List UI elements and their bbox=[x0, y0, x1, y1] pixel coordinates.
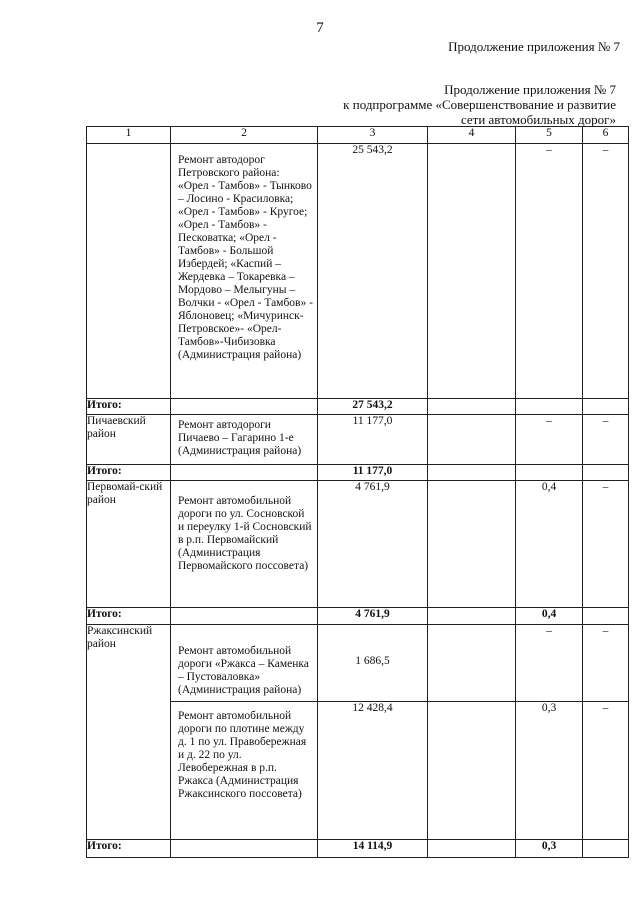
sum-cell: 4 761,9 bbox=[318, 481, 428, 608]
continuation-line-2: к подпрограмме «Совершенствование и развитие bbox=[343, 97, 616, 112]
continuation-line-3: сети автомобильных дорог» bbox=[460, 112, 616, 127]
total-col4 bbox=[428, 399, 516, 415]
header-col-3: 3 bbox=[318, 127, 428, 144]
total-col6 bbox=[583, 840, 629, 858]
total-col5: 0,4 bbox=[516, 608, 583, 625]
program-table bbox=[86, 126, 629, 858]
header-col-1: 1 bbox=[87, 127, 171, 144]
col6-cell: – bbox=[583, 481, 629, 608]
col4-cell bbox=[428, 702, 516, 840]
total-sum: 4 761,9 bbox=[318, 608, 428, 625]
total-col5: 0,3 bbox=[516, 840, 583, 858]
total-row-petrovsky bbox=[87, 399, 629, 415]
header-col-6: 6 bbox=[583, 127, 629, 144]
continuation-header: Продолжение приложения № 7 bbox=[448, 39, 620, 54]
total-col4 bbox=[428, 608, 516, 625]
description-text: Ремонт автомобильной дороги по ул. Сосновской и переулку 1-й Сосновский в р.п. Первомайский (Администрация Первомайского поссовета) bbox=[178, 495, 312, 572]
description-text: Ремонт автодороги Пичаево – Гагарино 1-е (Администрация района) bbox=[178, 419, 302, 457]
sum-cell: 25 543,2 bbox=[318, 144, 428, 399]
col4-cell bbox=[428, 144, 516, 399]
description-cell bbox=[171, 702, 318, 840]
total-sum: 27 543,2 bbox=[318, 399, 428, 415]
description-cell bbox=[171, 481, 318, 608]
total-label: Итого: bbox=[87, 840, 171, 858]
table-row-pichaevsky bbox=[87, 415, 629, 465]
description-cell bbox=[171, 625, 318, 702]
total-col5 bbox=[516, 465, 583, 481]
total-col6 bbox=[583, 465, 629, 481]
total-row-pervomaisky bbox=[87, 608, 629, 625]
col5-cell: – bbox=[516, 144, 583, 399]
col6-cell: – bbox=[583, 144, 629, 399]
col4-cell bbox=[428, 415, 516, 465]
table-row-rzhaksinsky-1 bbox=[87, 625, 629, 702]
region-cell: Первомай-ский район bbox=[87, 481, 171, 608]
total-sum: 11 177,0 bbox=[318, 465, 428, 481]
sum-cell: 11 177,0 bbox=[318, 415, 428, 465]
continuation-block bbox=[343, 82, 616, 127]
total-col6 bbox=[583, 399, 629, 415]
sum-cell: 1 686,5 bbox=[318, 625, 428, 702]
page-number: 7 bbox=[316, 20, 324, 36]
header-col-5: 5 bbox=[516, 127, 583, 144]
col4-cell bbox=[428, 481, 516, 608]
total-col6 bbox=[583, 608, 629, 625]
col6-cell: – bbox=[583, 625, 629, 702]
total-label: Итого: bbox=[87, 608, 171, 625]
description-text: Ремонт автомобильной дороги «Ржакса – Каменка – Пустоваловка» (Администрация района) bbox=[178, 645, 309, 696]
table-row-petrovsky bbox=[87, 144, 629, 399]
table-row-pervomaisky bbox=[87, 481, 629, 608]
total-col2 bbox=[171, 608, 318, 625]
total-row-pichaevsky bbox=[87, 465, 629, 481]
col4-cell bbox=[428, 625, 516, 702]
col5-cell: – bbox=[516, 625, 583, 702]
header-col-2: 2 bbox=[171, 127, 318, 144]
total-col2 bbox=[171, 399, 318, 415]
description-cell bbox=[171, 415, 318, 465]
col6-cell: – bbox=[583, 702, 629, 840]
header-col-4: 4 bbox=[428, 127, 516, 144]
total-col2 bbox=[171, 840, 318, 858]
total-label: Итого: bbox=[87, 465, 171, 481]
region-cell: Пичаевский район bbox=[87, 415, 171, 465]
total-col4 bbox=[428, 465, 516, 481]
description-text: Ремонт автомобильной дороги по плотине между д. 1 по ул. Правобережная и д. 22 по ул. Левобережная в р.п. Ржакса (Администрация Ржаксинского поссовета) bbox=[178, 710, 307, 800]
continuation-line-1: Продолжение приложения № 7 bbox=[444, 82, 616, 97]
total-col4 bbox=[428, 840, 516, 858]
description-text: Ремонт автодорог Петровского района: «Орел - Тамбов» - Тынково – Лосино - Красиловка; «Орел - Тамбов» - Кругое; «Орел - Тамбов» - Песковатка; «Орел - Тамбов» - Большой Избердей; «Каспий – Жердевка – Токаревка – Мордово – Мелыгуны – Волчки - «Орел - Тамбов» - Яблоновец; «Мичуринск-Петровское»- «Орел-Тамбов»-Чибизовка (Администрация района) bbox=[178, 154, 313, 361]
col6-cell: – bbox=[583, 415, 629, 465]
sum-cell: 12 428,4 bbox=[318, 702, 428, 840]
total-label: Итого: bbox=[87, 399, 171, 415]
region-cell-empty bbox=[87, 144, 171, 399]
total-col5 bbox=[516, 399, 583, 415]
total-sum: 14 114,9 bbox=[318, 840, 428, 858]
col5-cell: – bbox=[516, 415, 583, 465]
total-row-rzhaksinsky bbox=[87, 840, 629, 858]
total-col2 bbox=[171, 465, 318, 481]
header-row bbox=[87, 127, 629, 144]
col5-cell: 0,4 bbox=[516, 481, 583, 608]
region-cell: Ржаксинский район bbox=[87, 625, 171, 840]
col5-cell: 0,3 bbox=[516, 702, 583, 840]
description-cell bbox=[171, 144, 318, 399]
